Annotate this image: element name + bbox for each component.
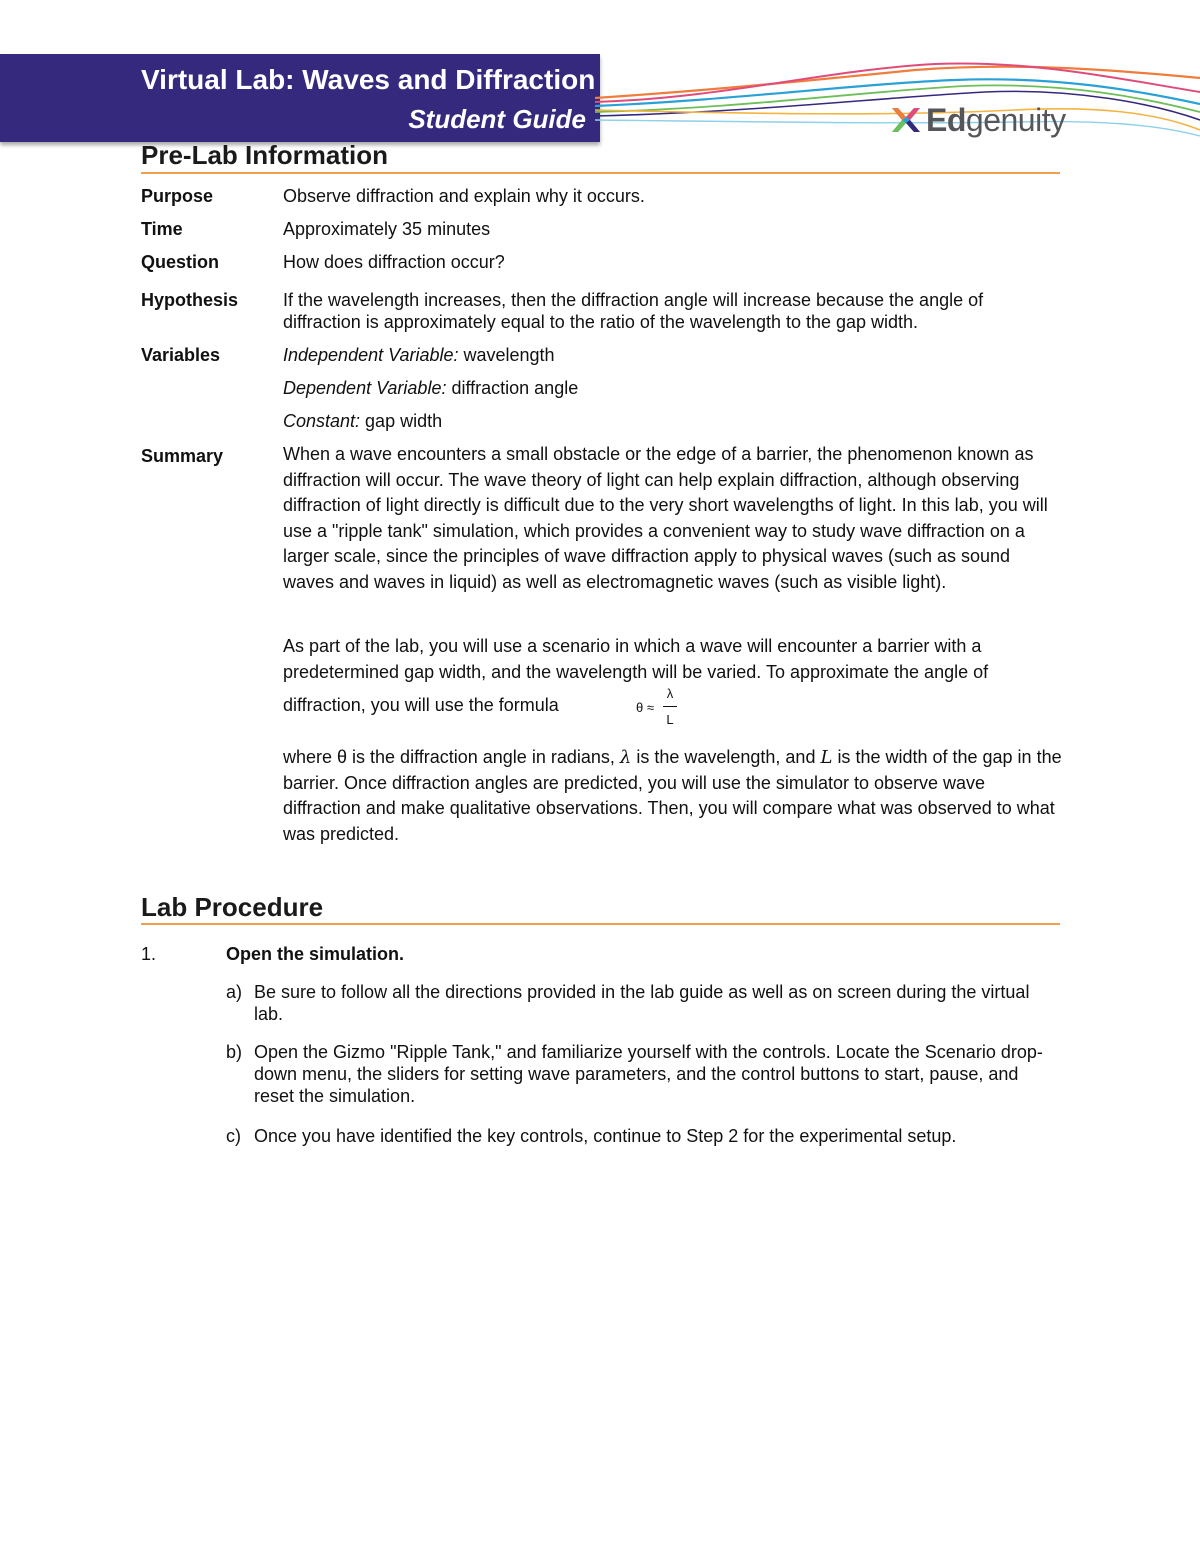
constant-variable-label: Constant: (283, 411, 361, 431)
dependent-variable (283, 377, 1063, 399)
edgenuity-logo (888, 100, 1066, 140)
question-label: Question (141, 252, 220, 272)
edgenuity-x-mark-icon (888, 102, 924, 138)
step-1a-marker: a) (226, 982, 243, 1002)
document-subtitle: Student Guide (408, 104, 586, 134)
purpose-label: Purpose (141, 186, 214, 206)
formula-theta: θ ≈ (636, 700, 654, 715)
step-1b-text: Open the Gizmo "Ripple Tank," and familiarize yourself with the controls. Locate the Scenario drop-down menu, the sliders for setting wave parameters, and the control buttons to start, pause, and reset the simulation. (254, 1042, 1043, 1106)
independent-variable-label: Independent Variable: (283, 345, 459, 365)
summary-paragraph-2: As part of the lab, you will use a scenario in which a wave will encounter a barrier with a predetermined gap width, and the wavelength will be varied. To approximate the angle of (283, 636, 989, 682)
step-1b-marker: b) (226, 1042, 243, 1062)
summary-label: Summary (141, 446, 224, 466)
step-1c-marker: c) (226, 1126, 241, 1146)
logo-wordmark-bold: Ed (926, 101, 966, 138)
step-1-title: Open the simulation. (226, 944, 405, 964)
summary-p3-lambda: λ (619, 747, 632, 768)
variables-label: Variables (141, 345, 221, 365)
time-value: Approximately 35 minutes (283, 219, 491, 239)
procedure-heading: Lab Procedure (141, 892, 324, 922)
diffraction-formula (636, 686, 686, 734)
header-banner (0, 54, 600, 142)
dependent-variable-label: Dependent Variable: (283, 378, 447, 398)
summary-paragraph-1: When a wave encounters a small obstacle or the edge of a barrier, the phenomenon known as diffraction will occur. The wave theory of light can help explain diffraction, although observing diffraction of light directly is difficult due to the very short wavelengths of light. In this lab, you will use a "ripple tank" simulation, which provides a convenient way to study wave diffraction on a larger scale, since the principles of wave diffraction apply to physical waves (such as sound waves and waves in liquid) as well as electromagnetic waves (such as visible light). (283, 444, 1048, 592)
logo-wordmark-rest: genuity (965, 101, 1066, 138)
formula-denominator: L (666, 712, 674, 727)
summary-p3-part-b: is the wavelength, and (636, 747, 816, 767)
hypothesis-value: If the wavelength increases, then the diffraction angle will increase because the angle of diffraction is approximately equal to the ratio of the wavelength to the gap width. (283, 290, 984, 332)
step-1a-text: Be sure to follow all the directions provided in the lab guide as well as on screen during the virtual lab. (254, 982, 1030, 1024)
step-1c-text: Once you have identified the key controls, continue to Step 2 for the experimental setup. (254, 1126, 957, 1146)
document-title: Virtual Lab: Waves and Diffraction (141, 64, 596, 95)
independent-variable-value: wavelength (458, 345, 555, 365)
purpose-value: Observe diffraction and explain why it occurs. (283, 186, 645, 206)
constant-variable (283, 410, 1063, 432)
time-label: Time (141, 219, 183, 239)
procedure-divider (141, 923, 1060, 925)
formula-numerator: λ (666, 686, 674, 701)
summary-p3-part-c: is the width of the gap in the barrier. Once diffraction angles are predicted, you will use the simulator to observe wave diffraction and make qualitative observations. Then, you will compare what was observed to what was predicted. (283, 747, 1062, 844)
formula-fraction-bar (663, 706, 677, 707)
prelab-heading: Pre-Lab Information (141, 140, 389, 170)
independent-variable (283, 344, 1063, 366)
constant-variable-value: gap width (360, 411, 443, 431)
summary-paragraph-3 (283, 745, 1063, 847)
step-1-number: 1. (141, 944, 157, 964)
summary-formula-intro: diffraction, you will use the formula (283, 695, 559, 715)
question-value: How does diffraction occur? (283, 252, 505, 272)
summary-p3-L: L (820, 747, 833, 768)
prelab-divider (141, 172, 1060, 174)
logo-wordmark (926, 102, 1066, 139)
hypothesis-label: Hypothesis (141, 290, 239, 310)
dependent-variable-value: diffraction angle (446, 378, 579, 398)
summary-p3-part-a: where θ is the diffraction angle in radians, (283, 747, 615, 767)
